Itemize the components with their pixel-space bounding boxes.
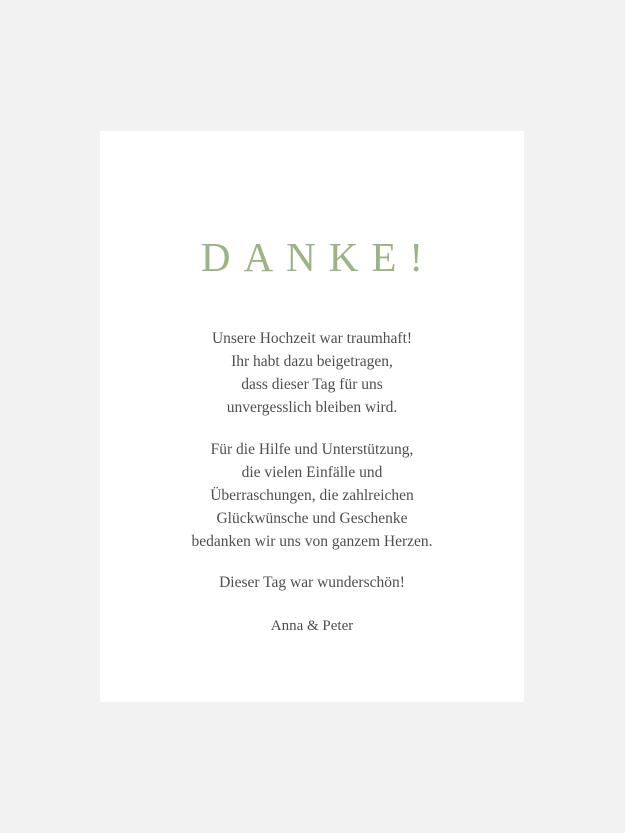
message-paragraph: Für die Hilfe und Unterstützung, die vielen Einfälle und Überraschungen, die zahlreichen Glückwünsche und Geschenke bedanken wir uns von ganzem Herzen. xyxy=(191,440,433,550)
message-paragraph: Unsere Hochzeit war traumhaft! Ihr habt dazu beigetragen, dass dieser Tag für uns unvergesslich bleiben wird. xyxy=(211,330,413,416)
card-message-body xyxy=(147,328,477,595)
message-paragraph: Dieser Tag war wunderschön! xyxy=(219,574,405,592)
card-title: DANKE! xyxy=(200,234,437,280)
thank-you-card xyxy=(100,131,524,702)
card-signature: Anna & Peter xyxy=(270,618,354,635)
